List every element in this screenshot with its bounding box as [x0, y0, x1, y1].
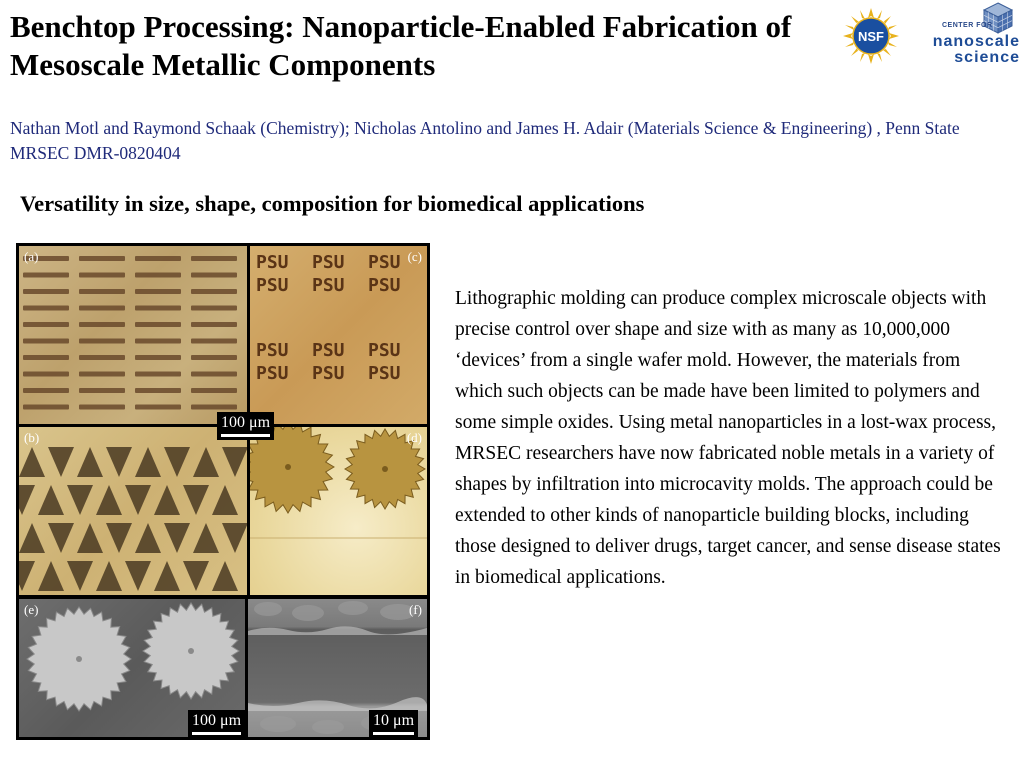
psu-letters: PSU	[312, 252, 345, 273]
psu-letters: PSU	[256, 363, 289, 384]
scale-bar-f-label: 10 μm	[373, 712, 415, 729]
psu-letters: PSU	[312, 363, 345, 384]
panel-b	[19, 427, 247, 595]
center-for-nanoscale-science-logo	[910, 2, 1022, 68]
section-subtitle: Versatility in size, shape, composition for biomedical applications	[20, 191, 645, 216]
panel-c	[250, 246, 427, 424]
panel-a	[19, 246, 247, 424]
psu-letters-image	[250, 246, 427, 424]
nsf-logo-text: NSF	[858, 29, 884, 44]
scale-bar-ac	[217, 412, 274, 440]
micrograph-figure	[16, 243, 430, 740]
author-line: Nathan Motl and Raymond Schaak (Chemistry); Nicholas Antolino and James H. Adair (Materials Science & Engineering) , Penn State MRSEC DMR-0820404	[10, 118, 960, 163]
gear-optical-image	[250, 427, 427, 595]
scale-bar-ac-line	[221, 434, 270, 437]
cube-icon	[982, 2, 1014, 34]
logo-word-science: science	[954, 49, 1020, 66]
bar-array-image	[19, 246, 247, 424]
scale-bar-f	[369, 710, 418, 738]
psu-letters: PSU	[312, 275, 345, 296]
psu-letters: PSU	[368, 340, 401, 361]
logo-caption: CENTER FOR	[942, 22, 993, 29]
psu-letters: PSU	[256, 340, 289, 361]
scale-bar-ac-label: 100 μm	[221, 414, 271, 431]
panel-label-b: (b)	[24, 430, 40, 445]
scale-bar-e-line	[192, 732, 241, 735]
panel-label-d: (d)	[406, 430, 422, 445]
scale-bar-e	[188, 710, 245, 738]
page-title: Benchtop Processing: Nanoparticle-Enabled Fabrication of Mesoscale Metallic Components	[10, 9, 792, 82]
psu-letters: PSU	[368, 252, 401, 273]
psu-letters: PSU	[368, 363, 401, 384]
psu-letters: PSU	[256, 252, 289, 273]
panel-label-f: (f)	[409, 602, 422, 617]
panel-label-e: (e)	[24, 602, 39, 617]
body-paragraph: Lithographic molding can produce complex microscale objects with precise control over shape and size with as many as 10,000,000 ‘devices’ from a single wafer mold. However, the materials from which such objects can be made have been limited to polymers and some simple oxides. Using metal nanoparticles in a lost-wax process, MRSEC researchers have now fabricated noble metals in a variety of shapes by infiltration into microcavity molds. The approach could be extended to other kinds of nanoparticle building blocks, including those designed to deliver drugs, target cancer, and sense disease states in biomedical applications.	[455, 288, 1001, 588]
psu-letters: PSU	[368, 275, 401, 296]
nsf-seal-icon	[843, 8, 899, 64]
psu-letters: PSU	[256, 275, 289, 296]
scale-bar-e-label: 100 μm	[192, 712, 242, 729]
panel-d	[250, 427, 427, 595]
triangle-array-image	[19, 427, 247, 595]
psu-letters: PSU	[312, 340, 345, 361]
panel-label-c: (c)	[407, 249, 422, 264]
logo-word-nanoscale: nanoscale	[932, 33, 1020, 50]
scale-bar-f-line	[373, 732, 414, 735]
panel-label-a: (a)	[24, 249, 39, 264]
